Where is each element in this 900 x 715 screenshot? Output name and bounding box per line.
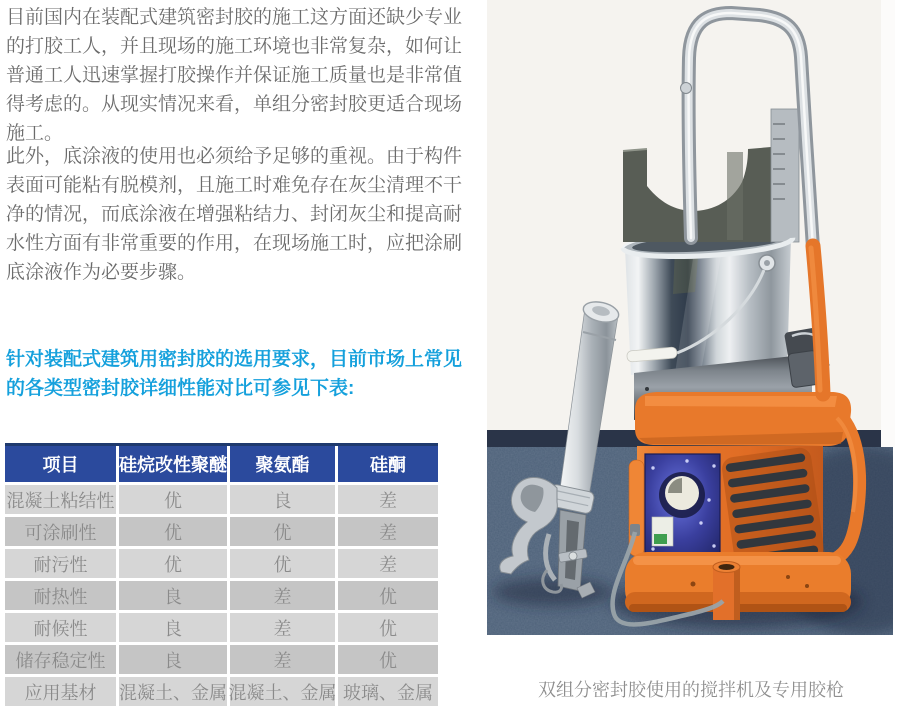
table-header-cell: 项目 bbox=[5, 446, 116, 482]
table-cell: 耐热性 bbox=[5, 581, 116, 610]
table-cell: 优 bbox=[230, 549, 335, 578]
table-cell: 良 bbox=[119, 581, 227, 610]
table-cell: 差 bbox=[230, 613, 335, 642]
paragraph-construction-workers: 目前国内在装配式建筑密封胶的施工这方面还缺少专业的打胶工人，并且现场的施工环境也非常复杂，如何让普通工人迅速掌握打胶操作并保证施工质量也是非常值得考虑的。从现实情况来看，单组分密封胶更适合现场施工。 bbox=[6, 7, 463, 144]
table-cell: 储存稳定性 bbox=[5, 645, 116, 674]
table-header-cell: 硅酮 bbox=[338, 446, 438, 482]
mixer-photo bbox=[487, 0, 895, 635]
table-cell: 耐候性 bbox=[5, 613, 116, 642]
table-cell: 混凝土、金属 bbox=[119, 677, 227, 706]
table-cell: 差 bbox=[338, 485, 438, 514]
table-cell: 可涂刷性 bbox=[5, 517, 116, 546]
table-header-cell: 聚氨酯 bbox=[230, 446, 335, 482]
tube-joint bbox=[681, 83, 692, 94]
control-panel bbox=[645, 454, 720, 560]
table-cell: 优 bbox=[338, 645, 438, 674]
table-cell: 优 bbox=[338, 613, 438, 642]
table-cell: 优 bbox=[119, 485, 227, 514]
mixer-photo-svg bbox=[487, 0, 895, 635]
table-cell: 良 bbox=[119, 613, 227, 642]
table-cell: 差 bbox=[230, 581, 335, 610]
table-cell: 优 bbox=[338, 581, 438, 610]
table-cell: 混凝土、金属 bbox=[230, 677, 335, 706]
table-cell: 耐污性 bbox=[5, 549, 116, 578]
wall-corner-strip bbox=[881, 0, 895, 447]
table-cell: 优 bbox=[119, 517, 227, 546]
paragraph-primer-liquid: 此外，底涂液的使用也必须给予足够的重视。由于构件表面可能粘有脱模剂，且施工时难免存在灰尘清理不干净的情况，而底涂液在增强粘结力、封闭灰尘和提高耐水性方面有非常重要的作用，在现场施工时，应把涂刷底涂液作为必要步骤。 bbox=[6, 146, 463, 283]
table-cell: 优 bbox=[230, 517, 335, 546]
table-cell: 差 bbox=[338, 549, 438, 578]
table-cell: 混凝土粘结性 bbox=[5, 485, 116, 514]
section-heading-sealant-comparison: 针对装配式建筑用密封胶的选用要求，目前市场上常见的各类型密封胶详细性能对比可参见下表: bbox=[6, 349, 463, 399]
table-cell: 差 bbox=[338, 517, 438, 546]
sealant-comparison-table bbox=[5, 446, 438, 706]
table-header-cell: 硅烷改性聚醚 bbox=[119, 446, 227, 482]
table-cell: 玻璃、金属 bbox=[338, 677, 438, 706]
table-cell: 应用基材 bbox=[5, 677, 116, 706]
table-cell: 优 bbox=[119, 549, 227, 578]
table-cell: 差 bbox=[230, 645, 335, 674]
front-cup bbox=[713, 562, 740, 621]
table-cell: 良 bbox=[119, 645, 227, 674]
table-cell: 良 bbox=[230, 485, 335, 514]
figure-caption: 双组分密封胶使用的搅拌机及专用胶枪 bbox=[538, 680, 844, 700]
